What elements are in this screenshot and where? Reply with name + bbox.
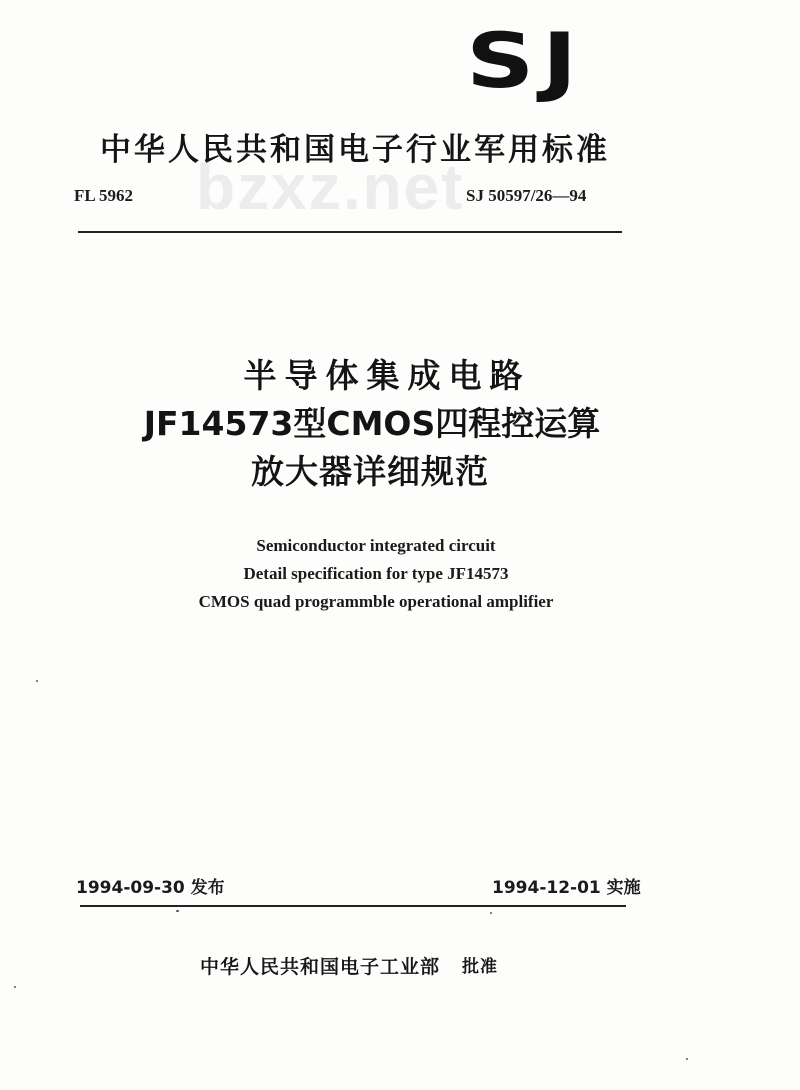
scan-speck [490,912,492,914]
scan-speck [14,986,16,988]
english-title [0,532,776,616]
sj-logo: SJ [466,16,585,105]
watermark: bzxz.net [196,151,465,223]
bottom-divider [80,905,626,907]
issuing-ministry: 中华人民共和国电子工业部 [200,956,441,978]
approval-label: 批准 [462,957,498,977]
standard-code: SJ 50597/26—94 [466,186,587,205]
english-title-line-3: CMOS quad programmble operational amplifier [198,592,554,611]
fl-code: FL 5962 [74,186,134,205]
organization-title: 中华人民共和国电子行业军用标准 [100,132,610,168]
english-title-line-2: Detail specification for type JF14573 [243,564,509,583]
english-title-line-1: Semiconductor integrated circuit [256,536,496,555]
scan-speck [176,910,179,912]
scan-speck [36,680,38,682]
chinese-title-line-3: 放大器详细规范 [251,452,489,491]
chinese-title-line-1: 半导体集成电路 [243,356,531,395]
chinese-title-line-2: JF14573型CMOS四程控运算 [143,404,601,443]
issue-date: 1994-09-30 发布 [76,878,225,898]
top-divider [78,231,622,233]
chinese-title [0,352,800,496]
scan-speck [686,1058,688,1060]
implementation-date: 1994-12-01 实施 [492,878,641,898]
